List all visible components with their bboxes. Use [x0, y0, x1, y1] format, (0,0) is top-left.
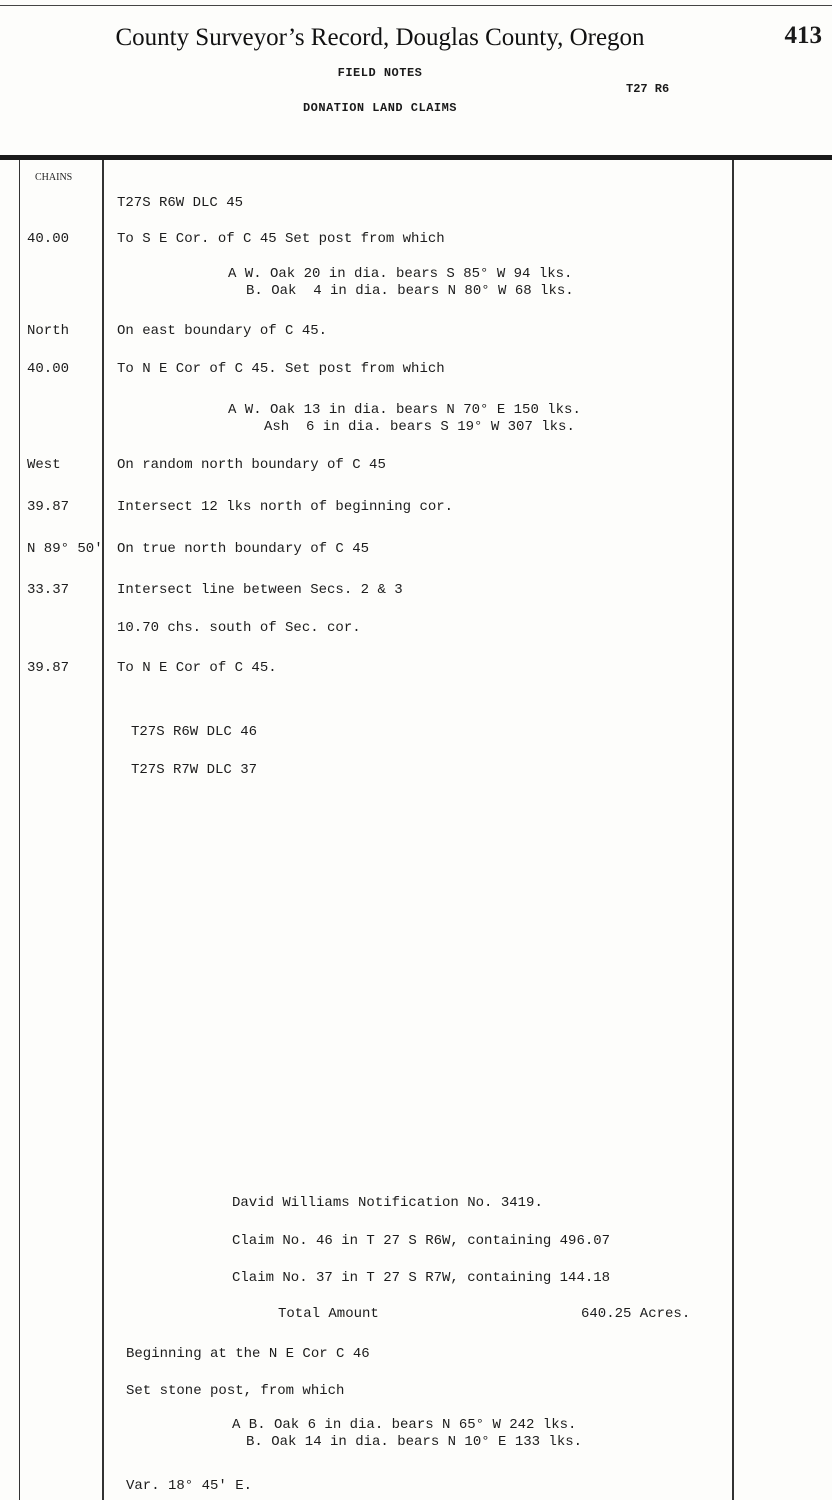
bearing-tree-line: A W. Oak 13 in dia. bears N 70° E 150 lks.: [228, 402, 581, 418]
section-heading: DONATION LAND CLAIMS: [302, 101, 458, 115]
chains-value: 33.37: [27, 582, 70, 598]
bearing-tree-line: B. Oak 14 in dia. bears N 10° E 133 lks.: [246, 1434, 583, 1450]
chains-column-header: CHAINS: [35, 172, 73, 183]
variation-line: Var. 18° 45' E.: [126, 1478, 253, 1494]
chains-value: 39.87: [27, 660, 70, 676]
bearing-tree-line: A W. Oak 20 in dia. bears S 85° W 94 lks.: [228, 266, 573, 282]
record-title: County Surveyor’s Record, Douglas County, Oregon: [115, 24, 645, 51]
direction-value: North: [27, 323, 70, 339]
bearing-tree-line: Ash 6 in dia. bears S 19° W 307 lks.: [264, 419, 575, 435]
direction-value: West: [27, 457, 61, 473]
claim-heading: T27S R6W DLC 46: [131, 724, 258, 740]
claim-acreage-line: Claim No. 37 in T 27 S R7W, containing 144.18: [232, 1270, 611, 1286]
bearing-tree-line: A B. Oak 6 in dia. bears N 65° W 242 lks.: [232, 1417, 577, 1433]
note-line: 10.70 chs. south of Sec. cor.: [117, 620, 361, 636]
note-line: To N E Cor of C 45. Set post from which: [117, 361, 445, 377]
field-notes-heading: FIELD NOTES: [337, 66, 423, 80]
note-line: On random north boundary of C 45: [117, 457, 386, 473]
top-border-line: [0, 5, 832, 6]
claim-acreage-line: Claim No. 46 in T 27 S R6W, containing 496.07: [232, 1233, 611, 1249]
note-line: Set stone post, from which: [126, 1383, 345, 1399]
header-divider: [0, 155, 832, 160]
chains-column-divider: [102, 160, 104, 1500]
bearing-tree-line: B. Oak 4 in dia. bears N 80° W 68 lks.: [246, 283, 574, 299]
notification-line: David Williams Notification No. 3419.: [232, 1195, 543, 1211]
left-margin-line: [19, 160, 20, 1500]
note-line: To S E Cor. of C 45 Set post from which: [117, 231, 445, 247]
note-line: Intersect line between Secs. 2 & 3: [117, 582, 403, 598]
total-acres: 640.25 Acres.: [581, 1306, 691, 1322]
page-number: 413: [784, 22, 822, 49]
right-margin-line: [732, 160, 734, 1500]
total-label: Total Amount: [278, 1306, 379, 1322]
note-line: Intersect 12 lks north of beginning cor.: [117, 499, 454, 515]
claim-heading: T27S R7W DLC 37: [131, 762, 258, 778]
note-line: On true north boundary of C 45: [117, 541, 370, 557]
chains-value: 40.00: [27, 361, 70, 377]
claim-heading: T27S R6W DLC 45: [117, 195, 244, 211]
township-range-ref: T27 R6: [626, 82, 670, 96]
chains-value: 40.00: [27, 231, 70, 247]
note-line: On east boundary of C 45.: [117, 323, 328, 339]
note-line: To N E Cor of C 45.: [117, 660, 277, 676]
note-line: Beginning at the N E Cor C 46: [126, 1346, 370, 1362]
chains-value: 39.87: [27, 499, 70, 515]
bearing-value: N 89° 50': [27, 541, 103, 557]
